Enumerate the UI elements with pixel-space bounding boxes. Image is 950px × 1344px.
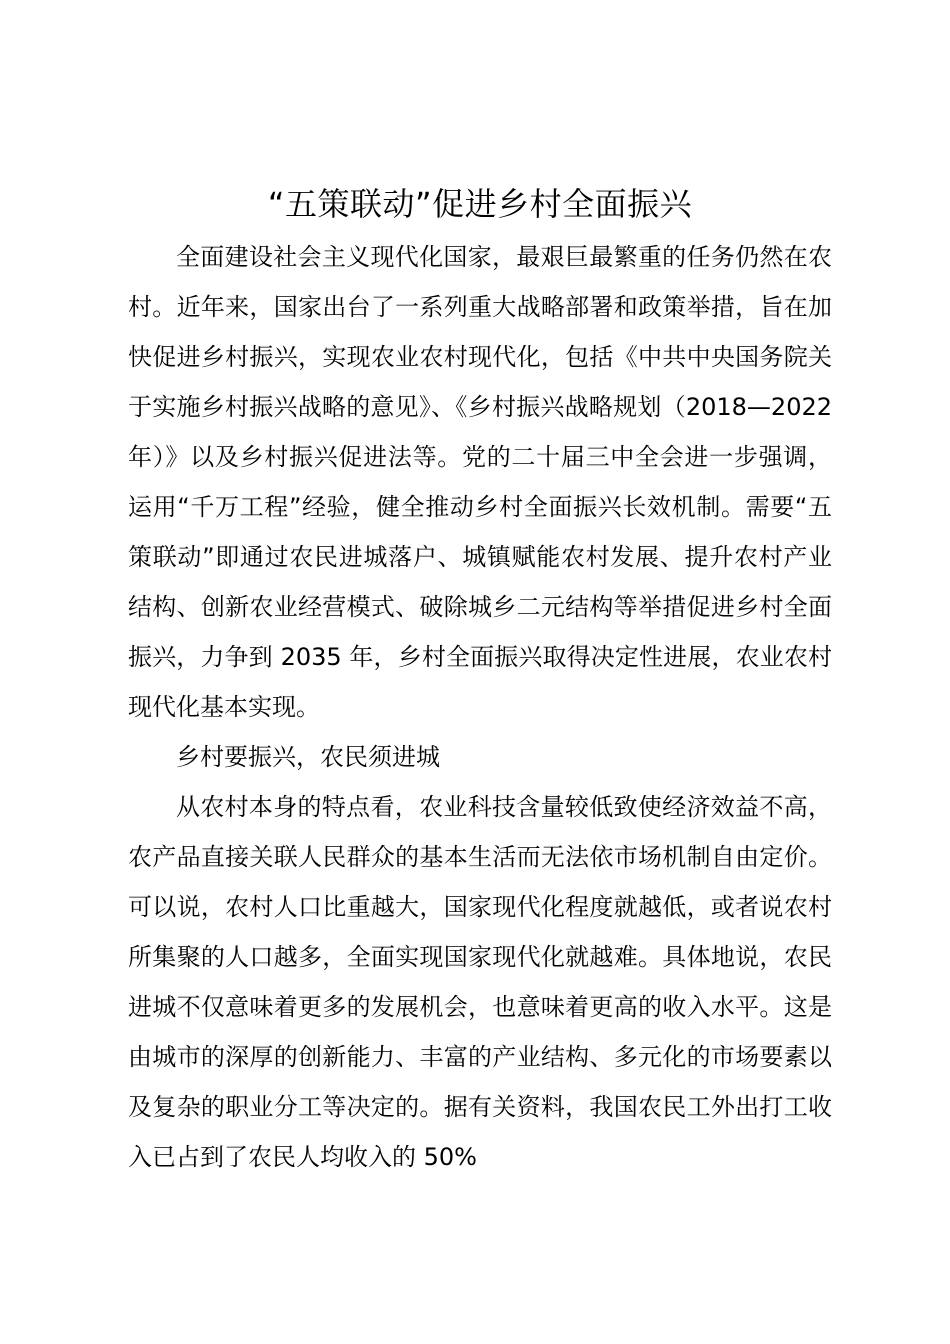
paragraph-intro: 全面建设社会主义现代化国家，最艰巨最繁重的任务仍然在农村。近年来，国家出台了一系列重大战略部署和政策举措，旨在加快促进乡村振兴，实现农业农村现代化，包括《中共中央国务院关于实施乡村振兴战略的意见》、《乡村振兴战略规划（2018—2022 年）》以及乡村振兴促进法等。党的二十届三中全会进一步强调，运用“千万工程”经验，健全推动乡村全面振兴长效机制。需要“五策联动”即通过农民进城落户、城镇赋能农村发展、提升农村产业结构、创新农业经营模式、破除城乡二元结构等举措促进乡村全面振兴，力争到 2035 年，乡村全面振兴取得决定性进展，农业农村现代化基本实现。 xyxy=(128,243,832,721)
section-heading: 乡村要振兴，农民须进城 xyxy=(176,743,440,771)
document-page xyxy=(128,176,832,1182)
document-title: “五策联动”促进乡村全面振兴 xyxy=(267,185,693,223)
paragraph-body: 从农村本身的特点看，农业科技含量较低致使经济效益不高，农产品直接关联人民群众的基本生活而无法依市场机制自由定价。可以说，农村人口比重越大，国家现代化程度就越低，或者说农村所集聚的人口越多，全面实现国家现代化就越难。具体地说，农民进城不仅意味着更多的发展机会，也意味着更高的收入水平。这是由城市的深厚的创新能力、丰富的产业结构、多元化的市场要素以及复杂的职业分工等决定的。据有关资料，我国农民工外出打工收入已占到了农民人均收入的 50% xyxy=(128,793,832,1171)
